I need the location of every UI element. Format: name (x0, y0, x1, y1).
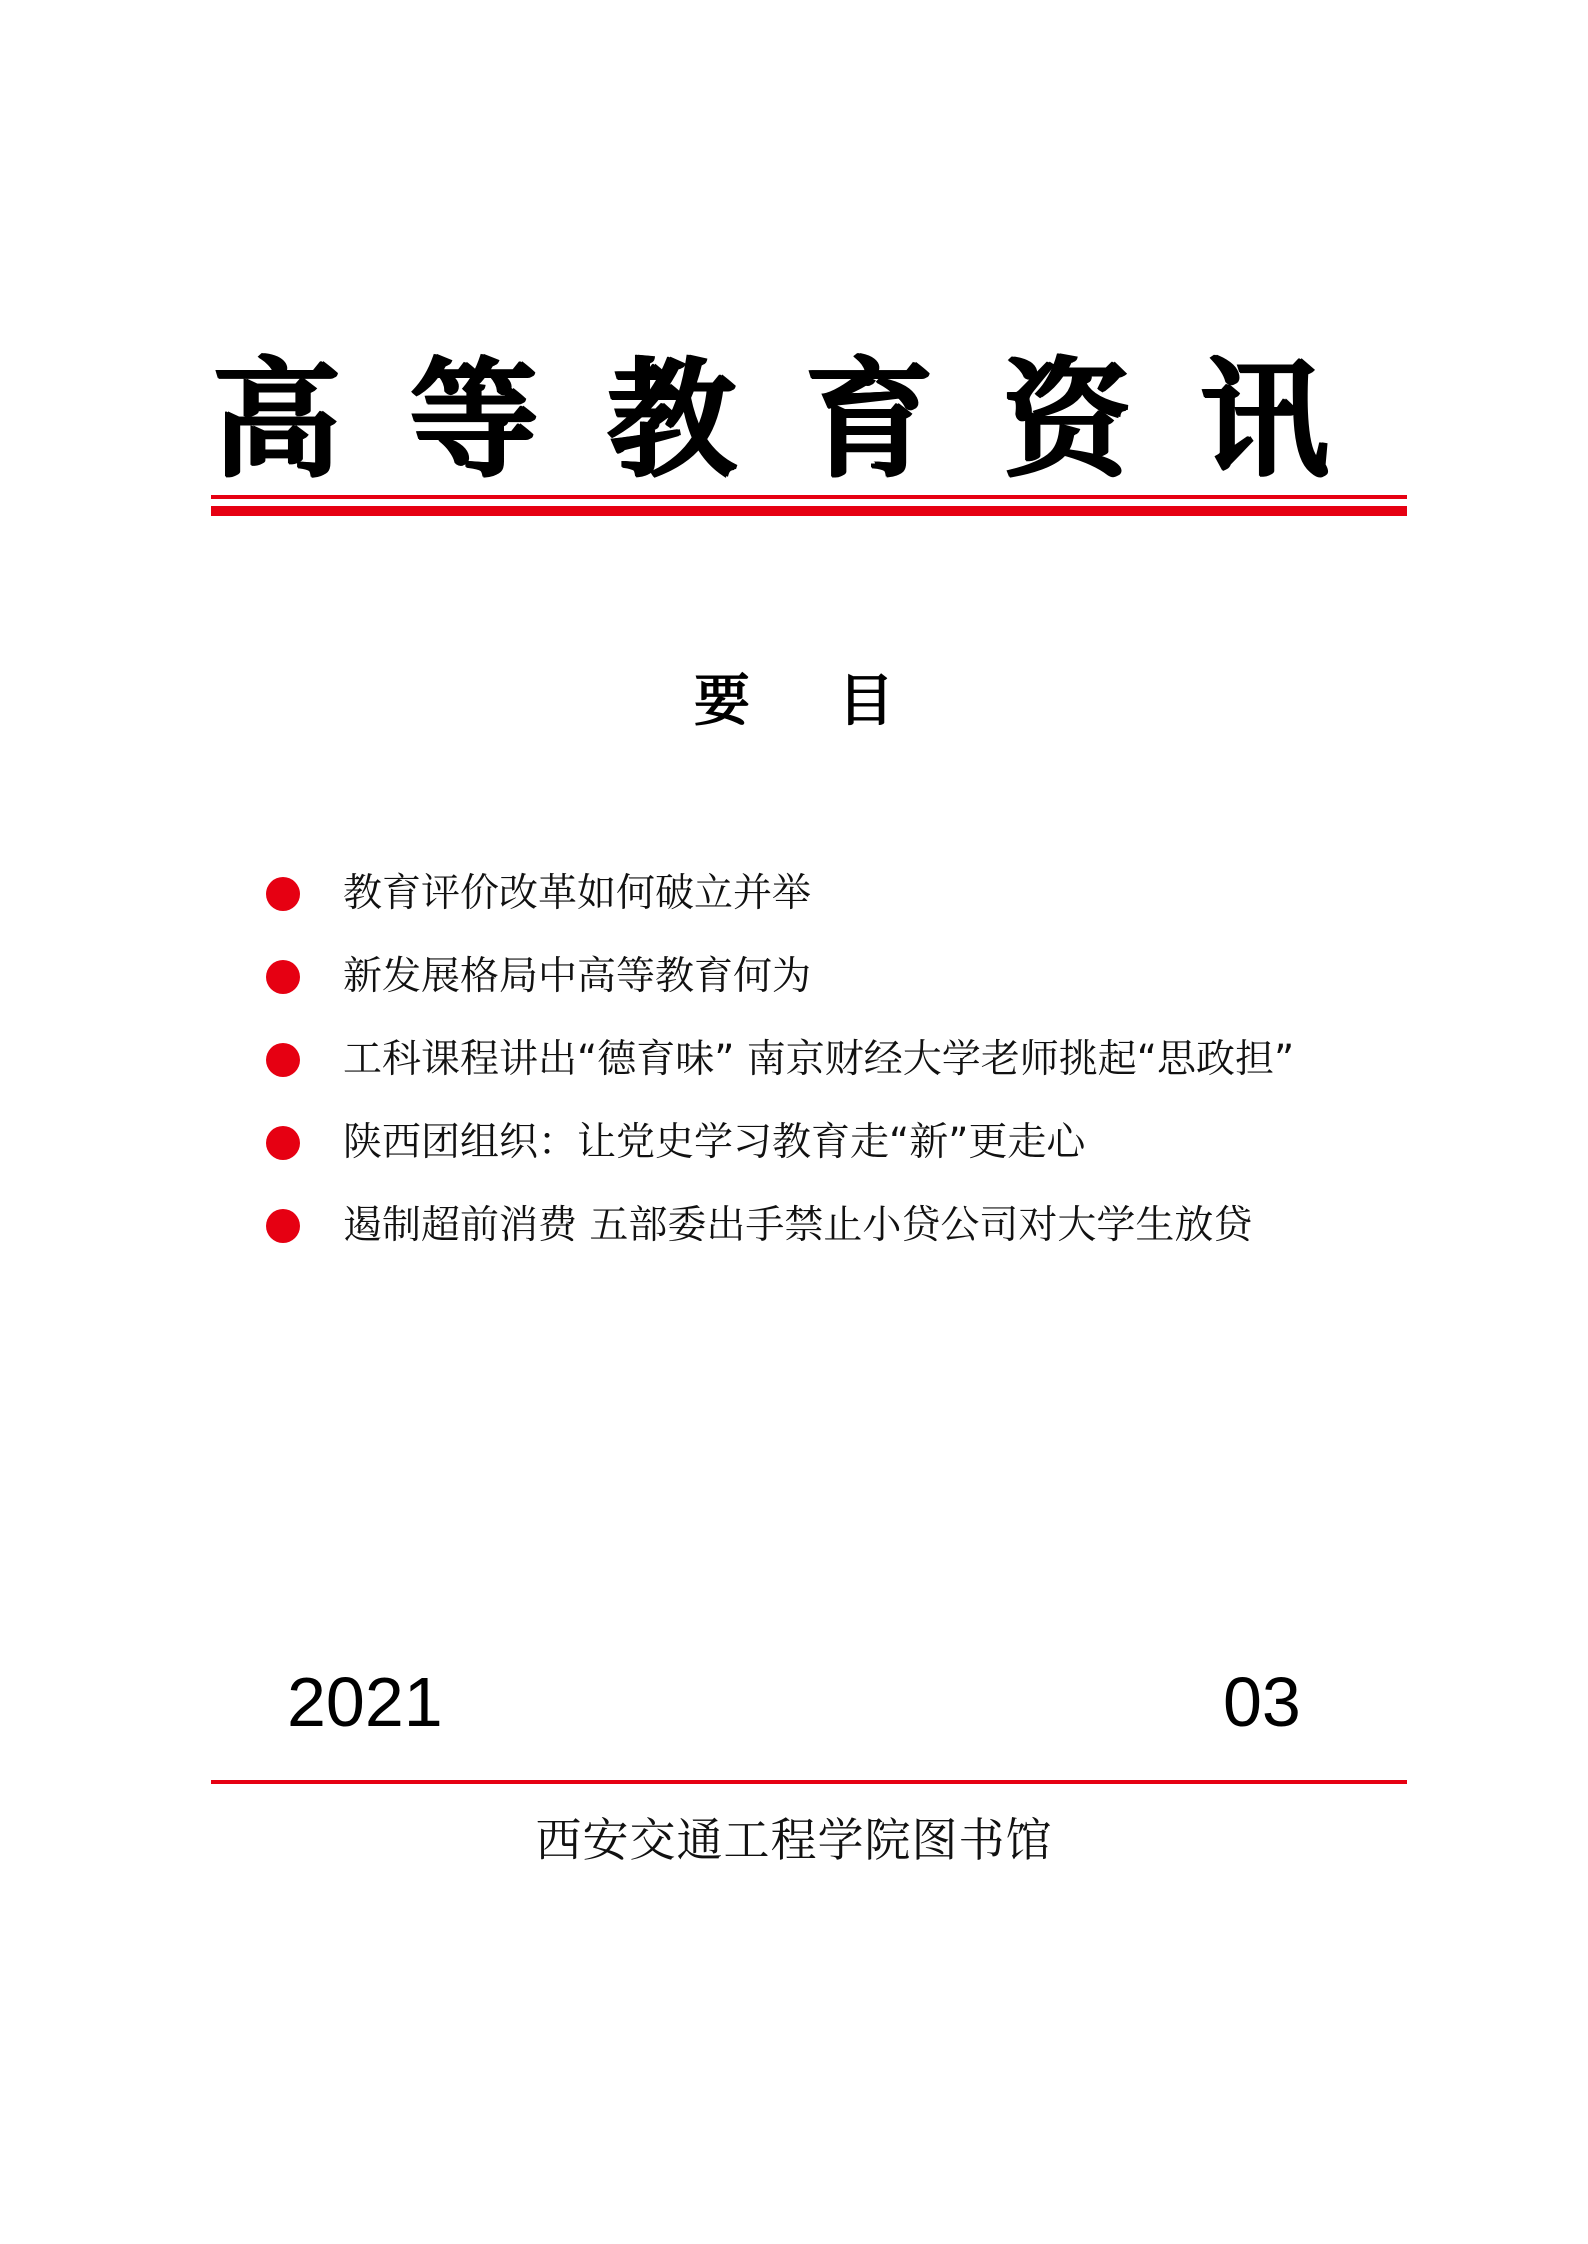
masthead-char: 高 (212, 345, 341, 495)
contents-heading: 要目 (694, 668, 982, 734)
toc-item (266, 1018, 1446, 1101)
masthead-char: 资 (1002, 345, 1131, 495)
bullet-dot-icon (266, 877, 300, 911)
toc-item (266, 1101, 1446, 1184)
toc-item-title: 陕西团组织：让党史学习教育走“新”更走心 (343, 1119, 1086, 1165)
masthead-char: 等 (409, 345, 538, 495)
toc-item (266, 935, 1446, 1018)
bullet-dot-icon (266, 1126, 300, 1160)
publisher-name: 西安交通工程学院图书馆 (535, 1813, 1053, 1867)
bullet-dot-icon (266, 960, 300, 994)
footer-rule (211, 1780, 1407, 1784)
masthead-char: 教 (607, 345, 736, 495)
masthead-char: 讯 (1199, 345, 1328, 495)
toc-item-title: 教育评价改革如何破立并举 (343, 870, 812, 916)
toc-item (266, 1184, 1446, 1267)
masthead-rule-thin (211, 495, 1407, 499)
masthead-title (212, 345, 1328, 495)
issue-year: 2021 (287, 1663, 443, 1741)
table-of-contents (266, 852, 1446, 1267)
toc-item-title: 新发展格局中高等教育何为 (343, 953, 812, 999)
bullet-dot-icon (266, 1209, 300, 1243)
toc-item (266, 852, 1446, 935)
bullet-dot-icon (266, 1043, 300, 1077)
masthead-char: 育 (804, 345, 933, 495)
toc-item-title: 遏制超前消费 五部委出手禁止小贷公司对大学生放贷 (343, 1202, 1253, 1248)
toc-item-title: 工科课程讲出“德育味” 南京财经大学老师挑起“思政担” (343, 1036, 1295, 1082)
masthead-rule-thick (211, 506, 1407, 516)
issue-number: 03 (1223, 1663, 1301, 1741)
